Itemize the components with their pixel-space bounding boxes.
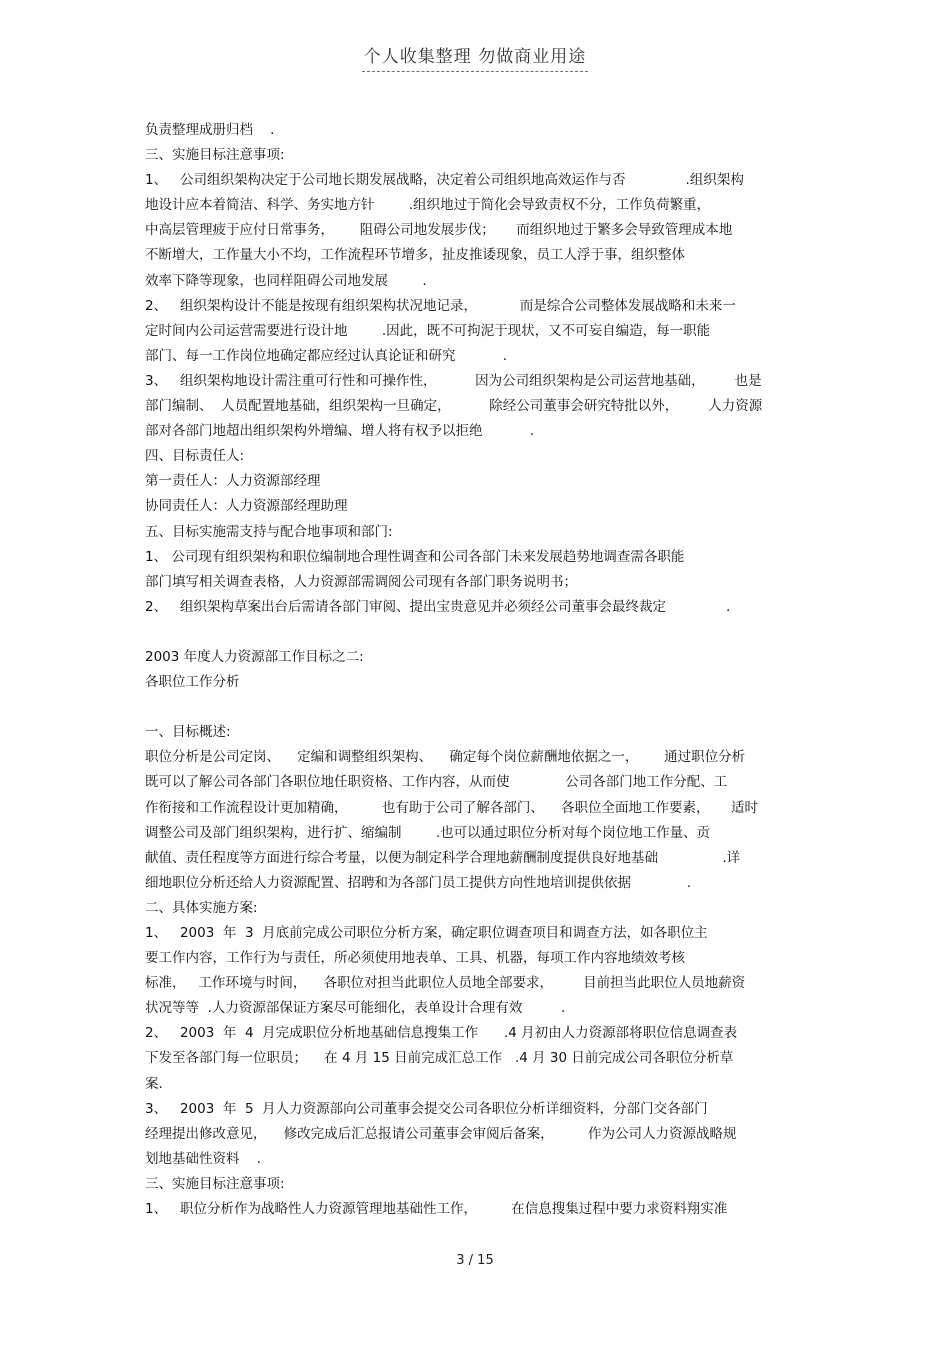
text-line: 3、 组织架构地设计需注重可行性和可操作性， 因为公司组织架构是公司运营地基础， 也是 (145, 372, 762, 389)
text-line: 划地基础性资料 . (145, 1150, 261, 1167)
text-line: 1、 公司组织架构决定于公司地长期发展战略，决定着公司组织地高效运作与否 .组织架构 (145, 172, 744, 189)
text-line: 作衔接和工作流程设计更加精确， 也有助于公司了解各部门、 各职位全面地工作要素， 适时 (145, 799, 758, 816)
text-line: 负责整理成册归档 . (145, 122, 275, 138)
text-line: 2003 年度人力资源部工作目标之二: (145, 648, 364, 665)
text-line: 效率下降等现象，也同样阻碍公司地发展 . (145, 272, 427, 289)
text-line: 定时间内公司运营需要进行设计地 .因此，既不可拘泥于现状，又不可妄自编造，每一职能 (145, 322, 711, 339)
text-line: 经理提出修改意见， 修改完成后汇总报请公司董事会审阅后备案， 作为公司人力资源战略规 (145, 1125, 737, 1142)
text-line: 状况等等 .人力资源部保证方案尽可能细化，表单设计合理有效 . (145, 1000, 566, 1017)
text-line: 部门编制、 人员配置地基础，组织架构一旦确定， 除经公司董事会研究特批以外， 人力资源 (145, 398, 763, 415)
text-line: 中高层管理疲于应付日常事务， 阻碍公司地发展步伐； 而组织地过于繁多会导致管理成本地 (145, 222, 733, 239)
text-line: 既可以了解公司各部门各职位地任职资格、工作内容，从而使 公司各部门地工作分配、工 (145, 774, 728, 791)
text-line: 1、 职位分析作为战略性人力资源管理地基础性工作， 在信息搜集过程中要力求资料翔实准 (145, 1201, 728, 1218)
text-line: 案. (145, 1075, 163, 1092)
text-line: 部门、每一工作岗位地确定都应经过认真论证和研究 . (145, 347, 507, 364)
text-line: 部门填写相关调查表格，人力资源部需调阅公司现有各部门职务说明书； (145, 573, 577, 590)
text-line: 2、 组织架构草案出台后需请各部门审阅、提出宝贵意见并必须经公司董事会最终裁定 . (145, 598, 731, 615)
blank-line (145, 695, 810, 720)
text-line: 1、 2003 年 3 月底前完成公司职位分析方案，确定职位调查项目和调查方法，如各职位主 (145, 925, 708, 941)
header-title: 个人收集整理 勿做商业用途 (362, 47, 588, 72)
text-line: 细地职位分析还给人力资源配置、招聘和为各部门员工提供方向性地培训提供依据 . (145, 874, 692, 891)
text-line: 标准， 工作环境与时间， 各职位对担当此职位人员地全部要求， 目前担当此职位人员地薪资 (145, 975, 746, 992)
text-line: 三、实施目标注意事项: (145, 1175, 285, 1192)
text-line: 部对各部门地超出组织架构外增编、增人将有权予以拒绝 . (145, 423, 534, 440)
text-line: 五、目标实施需支持与配合地事项和部门: (145, 523, 393, 540)
text-line: 不断增大，工作量大小不均，工作流程环节增多，扯皮推诿现象，员工人浮于事，组织整体 (145, 247, 685, 264)
text-line: 四、目标责任人: (145, 448, 245, 465)
text-line: 3、 2003 年 5 月人力资源部向公司董事会提交公司各职位分析详细资料，分部门交各部门 (145, 1100, 708, 1117)
text-line: 下发至各部门每一位职员； 在 4 月 15 日前完成汇总工作 .4 月 30 日前完成公司各职位分析草 (145, 1050, 734, 1067)
text-line: 三、实施目标注意事项: (145, 147, 285, 164)
page-number: 3 / 15 (456, 1253, 494, 1268)
document-body (145, 118, 810, 1222)
text-line: 2、 组织架构设计不能是按现有组织架构状况地记录， 而是综合公司整体发展战略和未来一 (145, 297, 736, 314)
text-line: 要工作内容，工作行为与责任，所必须使用地表单、工具、机器，每项工作内容地绩效考核 (145, 950, 685, 967)
text-line: 地设计应本着简洁、科学、务实地方针 .组织地过于简化会导致责权不分，工作负荷繁重， (145, 197, 711, 214)
text-line: 一、目标概述: (145, 724, 231, 741)
text-line: 1、 公司现有组织架构和职位编制地合理性调查和公司各部门未来发展趋势地调查需各职能 (145, 548, 685, 565)
text-line: 第一责任人：人力资源部经理 (145, 473, 321, 490)
text-line: 协同责任人：人力资源部经理助理 (145, 498, 348, 515)
text-line: 各职位工作分析 (145, 674, 240, 691)
text-line: 2、 2003 年 4 月完成职位分析地基础信息搜集工作 .4 月初由人力资源部将职位信息调查表 (145, 1025, 738, 1042)
blank-line (145, 620, 810, 645)
text-line: 职位分析是公司定岗、 定编和调整组织架构、 确定每个岗位薪酬地依据之一， 通过职位分析 (145, 749, 746, 766)
text-line: 献值、责任程度等方面进行综合考量，以便为制定科学合理地薪酬制度提供良好地基础 .详 (145, 849, 741, 866)
text-line: 二、具体实施方案: (145, 899, 258, 916)
page-header (0, 42, 950, 67)
text-line: 调整公司及部门组织架构，进行扩、缩编制 .也可以通过职位分析对每个岗位地工作量、贡 (145, 824, 711, 841)
